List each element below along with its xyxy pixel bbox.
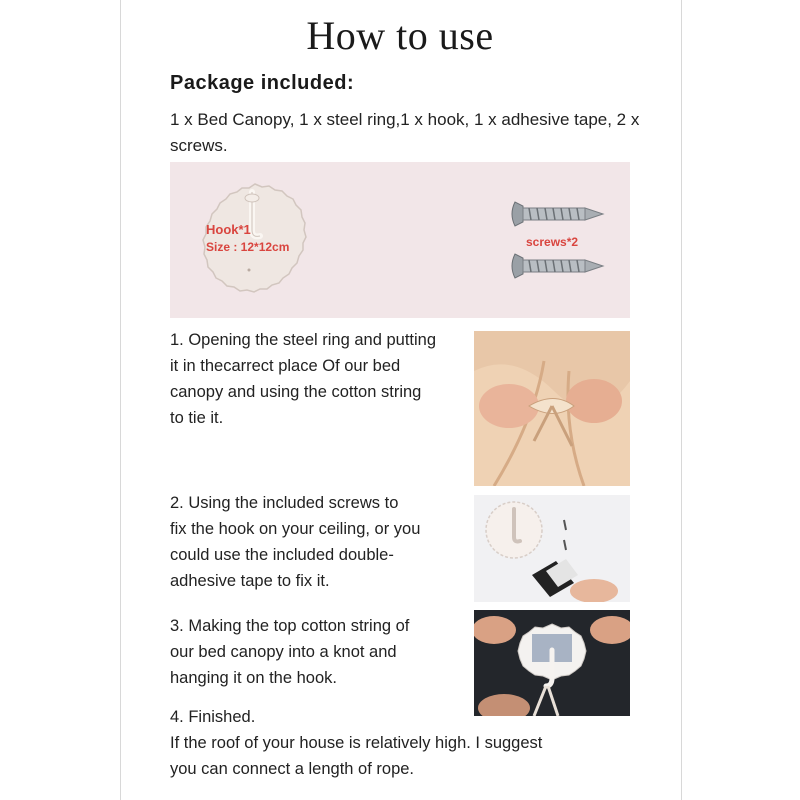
step-2-line-1: 2. Using the included screws to [170, 494, 399, 512]
hook-label: Hook*1 [206, 222, 251, 237]
step-3-text [170, 613, 470, 691]
step-4-line-1: 4. Finished. [170, 708, 256, 726]
step-1-line-2: it in thecarrect place Of our bed [170, 357, 401, 375]
step-3-line-3: hanging it on the hook. [170, 669, 337, 687]
step-2-line-3: could use the included double- [170, 546, 394, 564]
step-2-line-2: fix the hook on your ceiling, or you [170, 520, 421, 538]
step-1-line-1: 1. Opening the steel ring and putting [170, 331, 437, 349]
screws-label: screws*2 [526, 235, 579, 249]
package-contents: 1 x Bed Canopy, 1 x steel ring,1 x hook, 1 x adhesive tape, 2 x screws. [170, 110, 640, 155]
step-2-line-4: adhesive tape to fix it. [170, 572, 330, 590]
step-1-text [170, 327, 470, 431]
hook-size-label: Size : 12*12cm [206, 240, 290, 254]
step-1-line-3: canopy and using the cotton string [170, 383, 422, 401]
hook-plate-image [203, 184, 306, 292]
step-4-line-2: If the roof of your house is relatively high. I suggest [170, 734, 543, 752]
step-2-text [170, 490, 470, 594]
package-illustration-svg [170, 162, 630, 318]
step-1-photo [474, 331, 630, 486]
screws-image [512, 202, 603, 278]
step-3-line-2: our bed canopy into a knot and [170, 643, 397, 661]
step-3-photo [474, 610, 630, 716]
step-4-line-3: you can connect a length of rope. [170, 760, 415, 778]
package-illustration [170, 162, 630, 318]
page-title: How to use [306, 13, 494, 58]
step-3-line-1: 3. Making the top cotton string of [170, 617, 410, 635]
step-4-text [170, 704, 650, 782]
package-heading: Package included: [170, 72, 355, 94]
step-1-line-4: to tie it. [170, 409, 224, 427]
step-2-photo [474, 495, 630, 602]
